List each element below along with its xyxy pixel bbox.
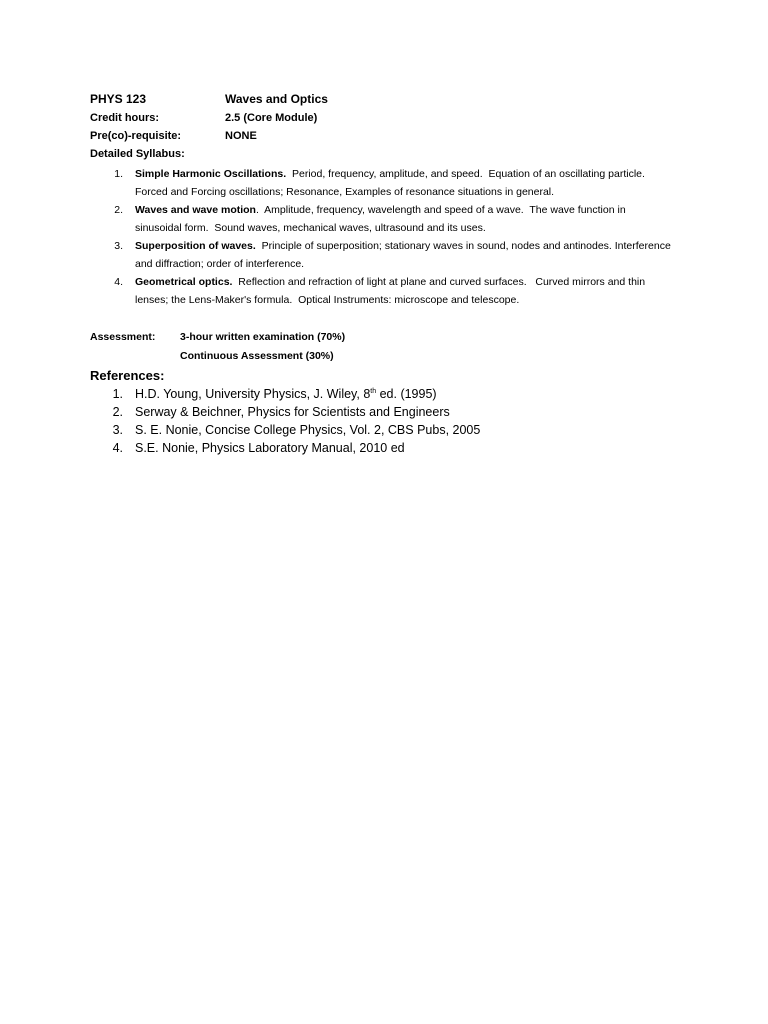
list-number: 3. (114, 240, 123, 252)
prerequisite-label: Pre(co)-requisite: (90, 130, 182, 142)
topic-text: . Amplitude, frequency, wavelength and speed of a wave. The wave function in sinusoidal form. Sound waves, mechanical waves, ultrasound and its uses. (135, 204, 629, 234)
reference-text: H.D. Young, University Physics, J. Wiley, 8th ed. (1995) (135, 387, 437, 401)
credit-hours-label: Credit hours: (90, 112, 160, 124)
topic-body (135, 165, 675, 201)
list-number: 1. (112, 387, 123, 401)
list-item (90, 421, 690, 439)
course-header (90, 92, 690, 112)
topic-title: Waves and wave motion (135, 204, 256, 216)
reference-text: S.E. Nonie, Physics Laboratory Manual, 2010 ed (135, 441, 405, 455)
syllabus-document (90, 92, 690, 457)
reference-text: Serway & Beichner, Physics for Scientists and Engineers (135, 405, 450, 419)
topic-title: Geometrical optics. (135, 276, 233, 288)
syllabus-heading: Detailed Syllabus: (90, 148, 185, 160)
references-list (90, 385, 690, 457)
superscript: th (370, 387, 377, 395)
topic-body (135, 273, 675, 309)
list-item (90, 273, 690, 309)
list-number: 3. (112, 423, 123, 437)
assessment-row (90, 347, 690, 366)
list-item (90, 201, 690, 237)
reference-text: S. E. Nonie, Concise College Physics, Vol. 2, CBS Pubs, 2005 (135, 423, 481, 437)
list-number: 2. (112, 405, 123, 419)
list-item (90, 439, 690, 457)
syllabus-list (90, 165, 690, 309)
prerequisite-value: NONE (225, 130, 257, 142)
course-code: PHYS 123 (90, 92, 147, 106)
list-number: 4. (114, 276, 123, 288)
topic-title: Superposition of waves. (135, 240, 256, 252)
topic-text: Reflection and refraction of light at plane and curved surfaces. Curved mirrors and thin lenses; the Lens-Maker's formula. Optical Instruments: microscope and telescope. (135, 276, 649, 306)
references-heading: References: (90, 368, 165, 383)
credit-hours-row (90, 112, 690, 130)
topic-body (135, 237, 675, 273)
list-number: 1. (114, 168, 123, 180)
list-item (90, 237, 690, 273)
topic-text: Period, frequency, amplitude, and speed. Equation of an oscillating particle. Forced and Forcing oscillations; Resonance, Examples of resonance situations in general. (135, 168, 651, 198)
credit-hours-value: 2.5 (Core Module) (225, 112, 318, 124)
assessment-section (90, 328, 690, 366)
assessment-row (90, 328, 690, 347)
assessment-item: Continuous Assessment (30%) (180, 350, 334, 362)
topic-text: Principle of superposition; stationary waves in sound, nodes and antinodes. Interference and diffraction; order of interference. (135, 240, 674, 270)
assessment-item: 3-hour written examination (70%) (180, 331, 346, 343)
list-item (90, 403, 690, 421)
list-item (90, 385, 690, 403)
list-number: 4. (112, 441, 123, 455)
topic-body (135, 201, 675, 237)
list-number: 2. (114, 204, 123, 216)
list-item (90, 165, 690, 201)
prerequisite-row (90, 130, 690, 148)
topic-title: Simple Harmonic Oscillations. (135, 168, 287, 180)
assessment-label: Assessment: (90, 331, 156, 343)
course-title: Waves and Optics (225, 92, 328, 106)
